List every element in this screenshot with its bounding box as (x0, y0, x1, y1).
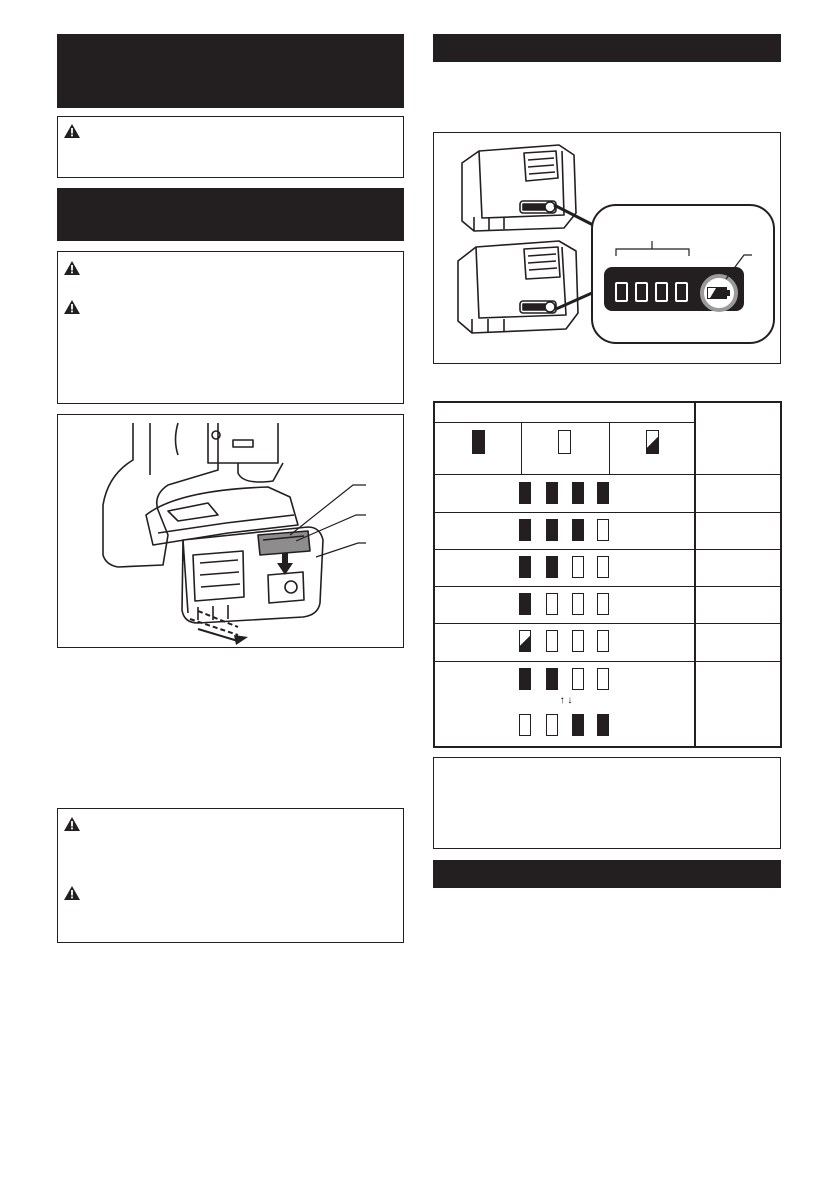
indicator-led-off (572, 593, 584, 615)
warning-box-2 (57, 251, 404, 404)
indicator-led-off (597, 519, 609, 541)
indicator-led-off (597, 630, 609, 652)
indicator-led-on (519, 668, 531, 690)
battery-indicator-illustration (434, 133, 779, 362)
indicator-led-half (519, 630, 531, 652)
alternating-arrows: ↑ ↓ (559, 695, 573, 706)
section-header-bar-1 (57, 34, 404, 108)
indicator-led-on (597, 714, 609, 736)
indicator-led-on (572, 482, 584, 504)
section-header-bar-2 (57, 188, 404, 241)
indicator-led-on (519, 482, 531, 504)
indicator-led-on (597, 482, 609, 504)
warning-icon (64, 300, 80, 314)
indicator-led-on (519, 519, 531, 541)
indicator-led-on (572, 714, 584, 736)
indicator-led-off (519, 714, 531, 736)
indicator-led-off (597, 593, 609, 615)
indicator-led-off (546, 593, 558, 615)
indicator-led-off (572, 668, 584, 690)
indicator-led-on (546, 519, 558, 541)
legend-led-blinking (646, 430, 659, 454)
section-header-bar-4 (433, 860, 781, 888)
warning-box-3 (57, 808, 404, 943)
indicator-led-on (546, 668, 558, 690)
warning-icon (64, 124, 80, 138)
warning-icon (64, 817, 80, 831)
section-header-bar-3 (433, 34, 781, 62)
indicator-led-off (597, 668, 609, 690)
indicator-led-off (572, 556, 584, 578)
legend-led-off (558, 430, 571, 454)
indicator-led-on (546, 482, 558, 504)
figure-battery-indicator (433, 132, 781, 364)
indicator-led-on (519, 593, 531, 615)
indicator-led-off (546, 714, 558, 736)
indicator-led-on (519, 556, 531, 578)
warning-box-1 (57, 116, 404, 178)
indicator-led-on (572, 519, 584, 541)
warning-icon (64, 261, 80, 275)
warning-icon (64, 886, 80, 900)
indicator-led-off (546, 630, 558, 652)
indicator-led-off (572, 630, 584, 652)
figure-battery-removal (57, 414, 404, 648)
battery-removal-illustration (58, 415, 402, 646)
note-box (433, 757, 781, 849)
indicator-led-on (546, 556, 558, 578)
indicator-table (433, 401, 782, 748)
indicator-led-off (597, 556, 609, 578)
legend-led-on (472, 430, 485, 454)
